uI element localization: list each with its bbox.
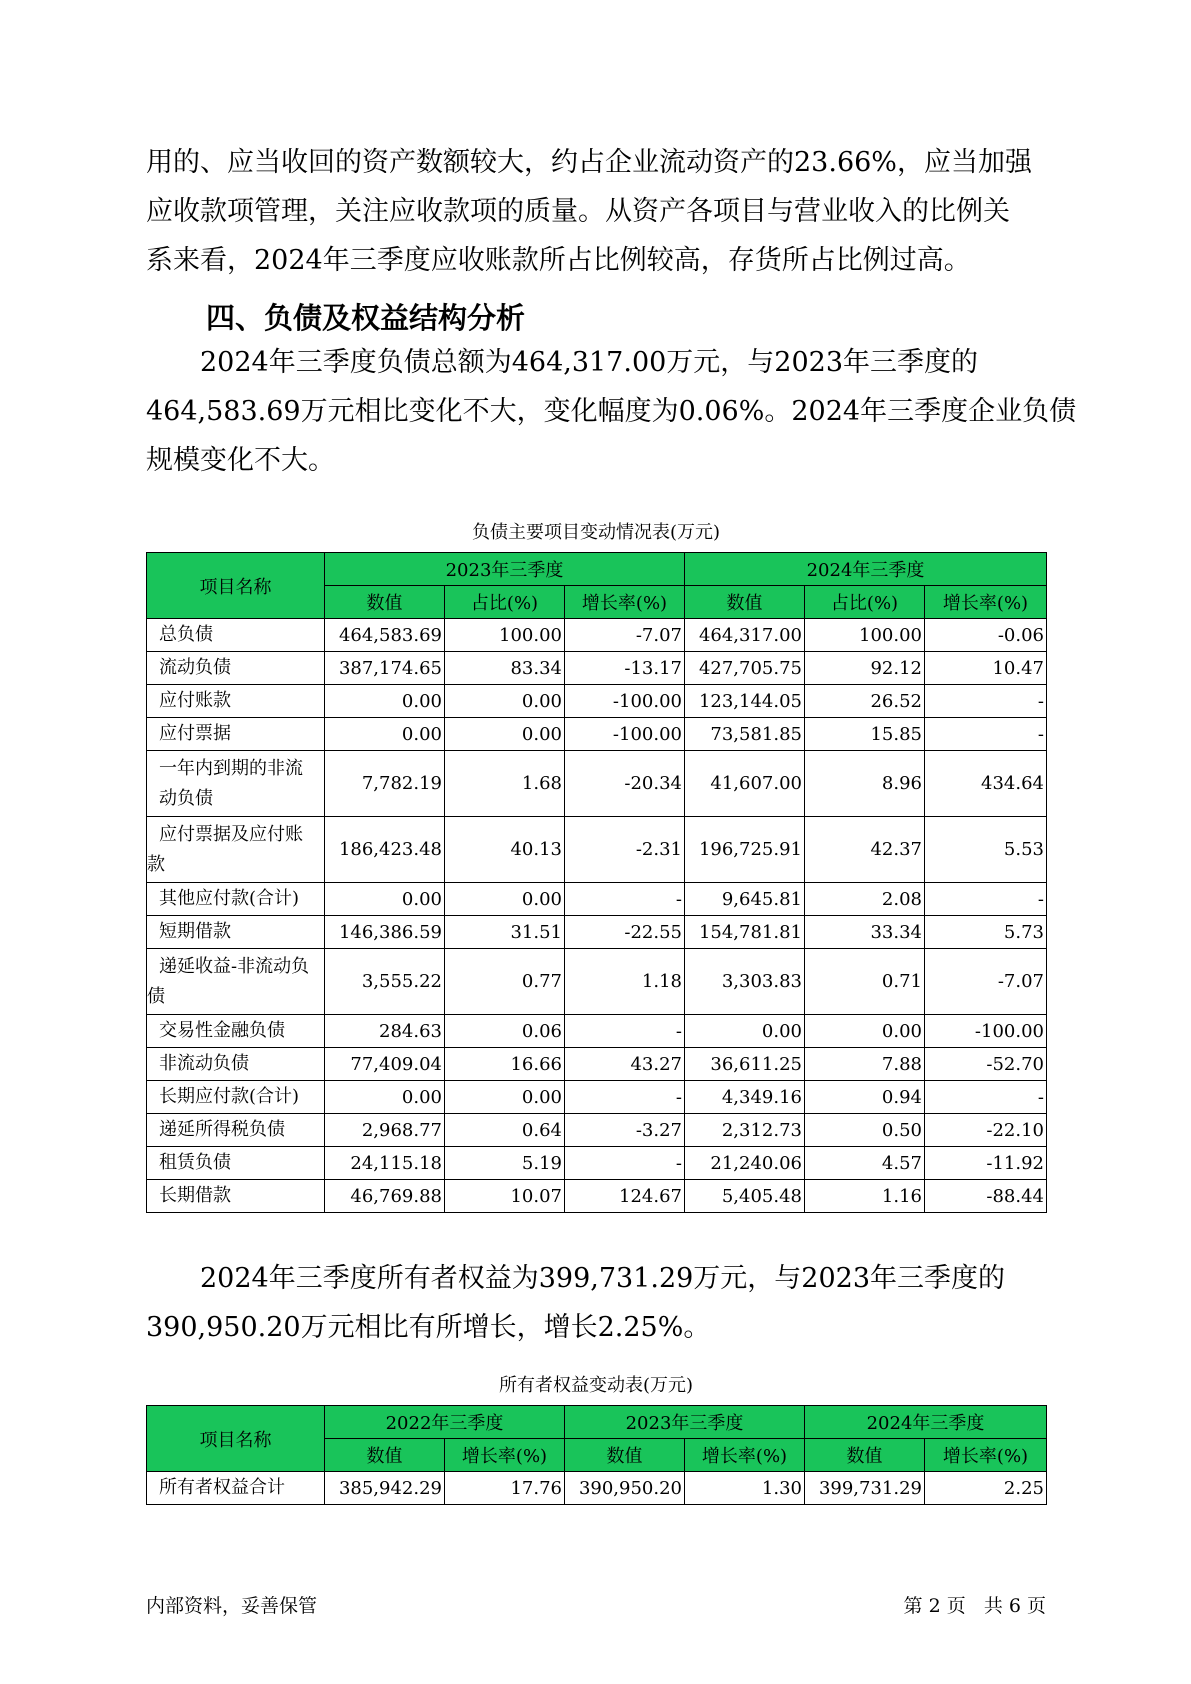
cell: 3,555.22 xyxy=(325,949,445,1015)
cell: 0.00 xyxy=(685,1015,805,1048)
table-header-item: 项目名称 xyxy=(147,1406,325,1472)
cell: 0.00 xyxy=(445,883,565,916)
cell: - xyxy=(925,1081,1047,1114)
column-header: 占比(%) xyxy=(805,586,925,619)
cell: 17.76 xyxy=(445,1472,565,1505)
cell: 123,144.05 xyxy=(685,685,805,718)
row-label: 非流动负债 xyxy=(147,1048,325,1081)
cell: 284.63 xyxy=(325,1015,445,1048)
cell: 10.47 xyxy=(925,652,1047,685)
row-label-line: 款 xyxy=(147,853,165,875)
cell: - xyxy=(925,883,1047,916)
cell: 146,386.59 xyxy=(325,916,445,949)
row-label-line: 一年内到期的非流 xyxy=(159,757,303,779)
cell: - xyxy=(565,883,685,916)
cell: -22.55 xyxy=(565,916,685,949)
cell: -100.00 xyxy=(565,718,685,751)
cell: 2,968.77 xyxy=(325,1114,445,1147)
table-row xyxy=(147,718,1047,751)
table-row xyxy=(147,1472,1047,1505)
row-label xyxy=(147,751,325,817)
cell: 464,583.69 xyxy=(325,619,445,652)
cell: 46,769.88 xyxy=(325,1180,445,1213)
paragraph-line: 390,950.20万元相比有所增长，增长2.25%。 xyxy=(146,1312,711,1343)
cell: 196,725.91 xyxy=(685,817,805,883)
table-row xyxy=(147,1081,1047,1114)
period-header: 2023年三季度 xyxy=(565,1406,805,1439)
paragraph-line: 规模变化不大。 xyxy=(146,445,335,476)
cell: 100.00 xyxy=(445,619,565,652)
table-row xyxy=(147,751,1047,817)
paragraph-line: 应收款项管理，关注应收款项的质量。从资产各项目与营业收入的比例关 xyxy=(146,196,1010,227)
cell: -13.17 xyxy=(565,652,685,685)
cell: 4.57 xyxy=(805,1147,925,1180)
cell: -3.27 xyxy=(565,1114,685,1147)
cell: -20.34 xyxy=(565,751,685,817)
cell: 0.00 xyxy=(325,883,445,916)
cell: -2.31 xyxy=(565,817,685,883)
cell: 31.51 xyxy=(445,916,565,949)
cell: 464,317.00 xyxy=(685,619,805,652)
cell: - xyxy=(565,1015,685,1048)
cell: 7.88 xyxy=(805,1048,925,1081)
table-header-item: 项目名称 xyxy=(147,553,325,619)
column-header: 增长率(%) xyxy=(565,586,685,619)
section-heading: 四、负债及权益结构分析 xyxy=(206,301,526,335)
cell: 73,581.85 xyxy=(685,718,805,751)
row-label: 总负债 xyxy=(147,619,325,652)
cell: 1.30 xyxy=(685,1472,805,1505)
liability-paragraph xyxy=(146,338,1077,485)
table-row xyxy=(147,1180,1047,1213)
cell: 387,174.65 xyxy=(325,652,445,685)
cell: 41,607.00 xyxy=(685,751,805,817)
column-header: 增长率(%) xyxy=(445,1439,565,1472)
cell: 2,312.73 xyxy=(685,1114,805,1147)
row-label xyxy=(147,949,325,1015)
cell: - xyxy=(925,685,1047,718)
cell: 5,405.48 xyxy=(685,1180,805,1213)
cell: 16.66 xyxy=(445,1048,565,1081)
table-row xyxy=(147,685,1047,718)
cell: 399,731.29 xyxy=(805,1472,925,1505)
period-header: 2022年三季度 xyxy=(325,1406,565,1439)
cell: 40.13 xyxy=(445,817,565,883)
cell: - xyxy=(565,1081,685,1114)
cell: 0.50 xyxy=(805,1114,925,1147)
cell: 427,705.75 xyxy=(685,652,805,685)
table-row xyxy=(147,1048,1047,1081)
cell: 5.53 xyxy=(925,817,1047,883)
cell: 4,349.16 xyxy=(685,1081,805,1114)
cell: -0.06 xyxy=(925,619,1047,652)
cell: 8.96 xyxy=(805,751,925,817)
cell: 0.00 xyxy=(805,1015,925,1048)
row-label: 租赁负债 xyxy=(147,1147,325,1180)
cell: 0.77 xyxy=(445,949,565,1015)
paragraph-line: 用的、应当收回的资产数额较大，约占企业流动资产的23.66%，应当加强 xyxy=(146,147,1032,178)
cell: 36,611.25 xyxy=(685,1048,805,1081)
column-header: 增长率(%) xyxy=(685,1439,805,1472)
cell: 0.94 xyxy=(805,1081,925,1114)
cell: - xyxy=(925,718,1047,751)
cell: 434.64 xyxy=(925,751,1047,817)
cell: 0.00 xyxy=(325,1081,445,1114)
footer-confidential-note: 内部资料，妥善保管 xyxy=(146,1595,318,1617)
cell: -7.07 xyxy=(565,619,685,652)
cell: 33.34 xyxy=(805,916,925,949)
row-label: 所有者权益合计 xyxy=(147,1472,325,1505)
cell: 15.85 xyxy=(805,718,925,751)
equity-table-caption: 所有者权益变动表(万元) xyxy=(498,1375,694,1396)
column-header: 占比(%) xyxy=(445,586,565,619)
cell: -100.00 xyxy=(925,1015,1047,1048)
row-label xyxy=(147,817,325,883)
cell: -22.10 xyxy=(925,1114,1047,1147)
cell: 5.73 xyxy=(925,916,1047,949)
row-label-line: 应付票据及应付账 xyxy=(159,823,303,845)
column-header: 数值 xyxy=(325,586,445,619)
cell: 1.16 xyxy=(805,1180,925,1213)
cell: 3,303.83 xyxy=(685,949,805,1015)
paragraph-line: 2024年三季度负债总额为464,317.00万元，与2023年三季度的 xyxy=(200,347,979,378)
cell: 21,240.06 xyxy=(685,1147,805,1180)
cell: 1.18 xyxy=(565,949,685,1015)
cell: -100.00 xyxy=(565,685,685,718)
cell: 385,942.29 xyxy=(325,1472,445,1505)
cell: 77,409.04 xyxy=(325,1048,445,1081)
period-header: 2024年三季度 xyxy=(805,1406,1047,1439)
cell: 24,115.18 xyxy=(325,1147,445,1180)
cell: 10.07 xyxy=(445,1180,565,1213)
footer-page-number: 第 2 页 共 6 页 xyxy=(903,1595,1046,1617)
column-header: 增长率(%) xyxy=(925,586,1047,619)
cell: 0.00 xyxy=(445,718,565,751)
cell: 0.00 xyxy=(445,1081,565,1114)
table-row xyxy=(147,916,1047,949)
cell: 0.06 xyxy=(445,1015,565,1048)
table-row xyxy=(147,883,1047,916)
cell: -88.44 xyxy=(925,1180,1047,1213)
cell: 83.34 xyxy=(445,652,565,685)
table-row xyxy=(147,949,1047,1015)
cell: -11.92 xyxy=(925,1147,1047,1180)
cell: 186,423.48 xyxy=(325,817,445,883)
cell: - xyxy=(565,1147,685,1180)
cell: 0.00 xyxy=(325,685,445,718)
liability-table xyxy=(146,552,1047,1213)
paragraph-line: 2024年三季度所有者权益为399,731.29万元，与2023年三季度的 xyxy=(200,1263,1006,1294)
cell: 390,950.20 xyxy=(565,1472,685,1505)
cell: 0.71 xyxy=(805,949,925,1015)
row-label-line: 递延收益-非流动负 xyxy=(159,955,310,977)
column-header: 数值 xyxy=(685,586,805,619)
period-header: 2024年三季度 xyxy=(685,553,1047,586)
equity-table xyxy=(146,1405,1047,1505)
paragraph-line: 464,583.69万元相比变化不大，变化幅度为0.06%。2024年三季度企业负债 xyxy=(146,396,1077,427)
table-row xyxy=(147,817,1047,883)
liability-table-caption: 负债主要项目变动情况表(万元) xyxy=(471,522,721,543)
intro-paragraph xyxy=(146,138,1048,285)
cell: 42.37 xyxy=(805,817,925,883)
paragraph-line: 系来看，2024年三季度应收账款所占比例较高，存货所占比例过高。 xyxy=(146,245,971,276)
column-header: 数值 xyxy=(325,1439,445,1472)
row-label: 交易性金融负债 xyxy=(147,1015,325,1048)
cell: 0.64 xyxy=(445,1114,565,1147)
cell: 5.19 xyxy=(445,1147,565,1180)
row-label: 短期借款 xyxy=(147,916,325,949)
table-row xyxy=(147,1015,1047,1048)
column-header: 数值 xyxy=(805,1439,925,1472)
table-row xyxy=(147,1147,1047,1180)
cell: 124.67 xyxy=(565,1180,685,1213)
row-label: 长期应付款(合计) xyxy=(147,1081,325,1114)
table-row xyxy=(147,619,1047,652)
table-row xyxy=(147,1114,1047,1147)
cell: 26.52 xyxy=(805,685,925,718)
row-label-line: 债 xyxy=(147,985,165,1007)
cell: 92.12 xyxy=(805,652,925,685)
cell: -52.70 xyxy=(925,1048,1047,1081)
cell: 154,781.81 xyxy=(685,916,805,949)
equity-paragraph xyxy=(146,1254,1048,1352)
cell: 7,782.19 xyxy=(325,751,445,817)
row-label: 流动负债 xyxy=(147,652,325,685)
cell: -7.07 xyxy=(925,949,1047,1015)
row-label-line: 动负债 xyxy=(159,787,213,809)
row-label: 递延所得税负债 xyxy=(147,1114,325,1147)
cell: 43.27 xyxy=(565,1048,685,1081)
cell: 2.08 xyxy=(805,883,925,916)
column-header: 数值 xyxy=(565,1439,685,1472)
cell: 9,645.81 xyxy=(685,883,805,916)
cell: 0.00 xyxy=(445,685,565,718)
row-label: 其他应付款(合计) xyxy=(147,883,325,916)
table-row xyxy=(147,652,1047,685)
row-label: 应付账款 xyxy=(147,685,325,718)
cell: 2.25 xyxy=(925,1472,1047,1505)
row-label: 应付票据 xyxy=(147,718,325,751)
cell: 100.00 xyxy=(805,619,925,652)
cell: 0.00 xyxy=(325,718,445,751)
column-header: 增长率(%) xyxy=(925,1439,1047,1472)
period-header: 2023年三季度 xyxy=(325,553,685,586)
cell: 1.68 xyxy=(445,751,565,817)
row-label: 长期借款 xyxy=(147,1180,325,1213)
